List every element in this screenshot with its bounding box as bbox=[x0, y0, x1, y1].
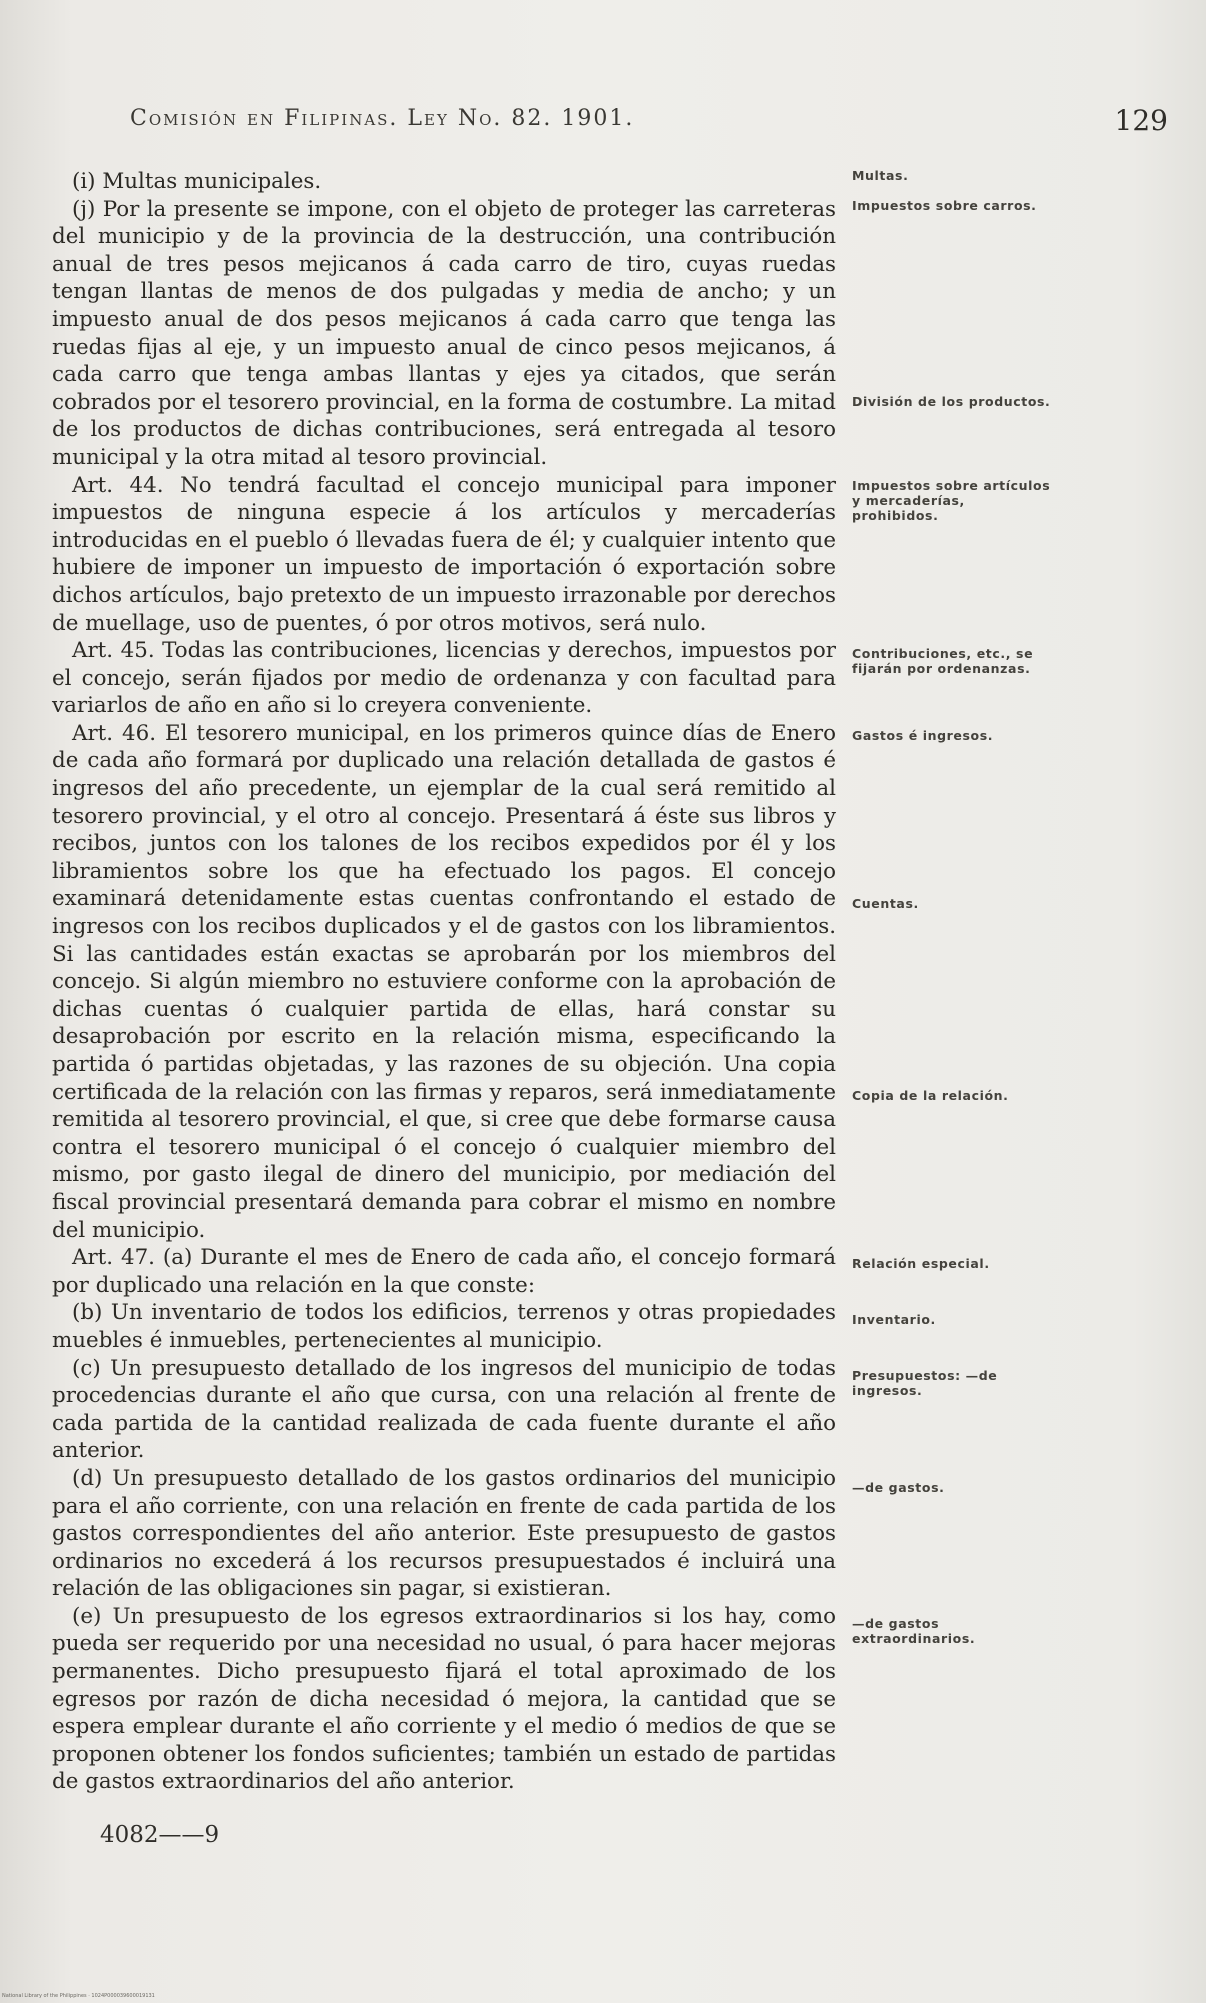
paragraph-art-44: Art. 44. No tendrá facultad el concejo municipal para imponer impuestos de ninguna especie á los artículos y mercaderías introducidas en el pueblo ó llevadas fuera de él; y cualquier intento que hubiere de imponer un impuesto de importación ó exportación sobre dichos artículos, bajo pretexto de un impuesto irrazonable por derechos de muellage, uso de puentes, ó por otros motivos, será nulo. bbox=[52, 472, 836, 636]
margin-note-relacion-especial: Relación especial. bbox=[852, 1256, 990, 1271]
margin-note-division-productos: División de los productos. bbox=[852, 394, 1051, 409]
margin-note-multas: Multas. bbox=[852, 168, 909, 183]
margin-note-contribuciones: Contribuciones, etc., se fijarán por ordenanzas. bbox=[852, 646, 1034, 676]
margin-note-gastos-ingresos: Gastos é ingresos. bbox=[852, 728, 994, 743]
paragraph-impuestos-carros: (j) Por la presente se impone, con el objeto de proteger las carreteras del municipio y de la provincia de la destrucción, una contribución anual de tres pesos mejicanos á cada carro de tiro, cuyas ruedas tengan llantas de menos de dos pulgadas y media de ancho; y un impuesto anual de dos pesos mejicanos á cada carro que tenga las ruedas fijas al eje, y un impuesto anual de cinco pesos mejicanos, á cada carro que tenga ambas llantas y ejes ya citados, que serán cobrados por el tesorero provincial, en la forma de costumbre. La mitad de los productos de dichas contribuciones, será entregada al tesoro municipal y la otra mitad al tesoro provincial. bbox=[52, 196, 836, 470]
scan-credit: National Library of the Philippines · 1024P000039600019131 bbox=[2, 1993, 155, 1999]
body-text bbox=[52, 168, 836, 1796]
paragraph-art-47-d: (d) Un presupuesto detallado de los gastos ordinarios del municipio para el año corriente, con una relación en frente de cada partida de los gastos correspondientes del año anterior. Este presupuesto de gastos ordinarios no excederá á los recursos presupuestados é incluirá una relación de las obligaciones sin pagar, si existieran. bbox=[52, 1465, 836, 1602]
paragraph-art-46: Art. 46. El tesorero municipal, en los primeros quince días de Enero de cada año formará por duplicado una relación detallada de gastos é ingresos del año precedente, un ejemplar de la cual será remitido al tesorero provincial, y el otro al concejo. Presentará á éste sus libros y recibos, juntos con los talones de los recibos expedidos por él y los libramientos sobre los que ha efectuado los pagos. El concejo examinará detenidamente estas cuentas confrontando el estado de ingresos con los recibos duplicados y el de gastos con los libramientos. Si las cantidades están exactas se aprobarán por los miembros del concejo. Si algún miembro no estuviere conforme con la aprobación de dichas cuentas ó cualquier partida de ellas, hará constar su desaprobación por escrito en la relación misma, especificando la partida ó partidas objetadas, y las razones de su objeción. Una copia certificada de la relación con las firmas y reparos, será inmediatamente remitida al tesorero provincial, el que, si cree que debe formarse causa contra el tesorero municipal ó el concejo ó cualquier miembro del mismo, por gasto ilegal de dinero del municipio, por mediación del fiscal provincial presentará demanda para cobrar el mismo en nombre del municipio. bbox=[52, 720, 836, 1243]
margin-note-cuentas: Cuentas. bbox=[852, 896, 919, 911]
signature-mark: 4082——9 bbox=[100, 1822, 220, 1848]
paragraph-art-47-b: (b) Un inventario de todos los edificios, terrenos y otras propiedades muebles é inmuebles, pertenecientes al municipio. bbox=[52, 1300, 836, 1353]
page-number: 129 bbox=[1114, 104, 1168, 137]
paragraph-art-47-a: Art. 47. (a) Durante el mes de Enero de cada año, el concejo formará por duplicado una relación en la que conste: bbox=[52, 1245, 836, 1298]
paragraph-art-47-c: (c) Un presupuesto detallado de los ingresos del municipio de todas procedencias durante el año que cursa, con una relación al frente de cada partida de la cantidad realizada de cada fuente durante el año anterior. bbox=[52, 1355, 836, 1464]
margin-note-inventario: Inventario. bbox=[852, 1312, 936, 1327]
margin-note-copia-relacion: Copia de la relación. bbox=[852, 1088, 1009, 1103]
margin-note-presupuesto-gastos: —de gastos. bbox=[852, 1480, 945, 1495]
margin-note-impuestos-carros: Impuestos sobre carros. bbox=[852, 198, 1037, 213]
margin-note-presupuesto-ingresos: Presupuestos: —de ingresos. bbox=[852, 1368, 998, 1398]
paragraph-art-47-e: (e) Un presupuesto de los egresos extraordinarios si los hay, como pueda ser requerido por una necesidad no usual, ó para hacer mejoras permanentes. Dicho presupuesto fijará el total aproximado de los egresos por razón de dicha necesidad ó mejora, la cantidad que se espera emplear durante el año corriente y el medio ó medios de que se proponen obtener los fondos suficientes; también un estado de partidas de gastos extraordinarios del año anterior. bbox=[52, 1603, 836, 1795]
paragraph-art-45: Art. 45. Todas las contribuciones, licencias y derechos, impuestos por el concejo, serán fijados por medio de ordenanza y con facultad para variarlos de año en año si lo creyera conveniente. bbox=[52, 638, 836, 719]
running-head: Comisión en Filipinas. Ley No. 82. 1901. bbox=[130, 106, 635, 131]
margin-note-impuestos-articulos: Impuestos sobre artículos y mercaderías, prohibidos. bbox=[852, 478, 1051, 523]
margin-note-gastos-extraordinarios: —de gastos extraordinarios. bbox=[852, 1616, 976, 1646]
paragraph-multas: (i) Multas municipales. bbox=[72, 169, 322, 194]
